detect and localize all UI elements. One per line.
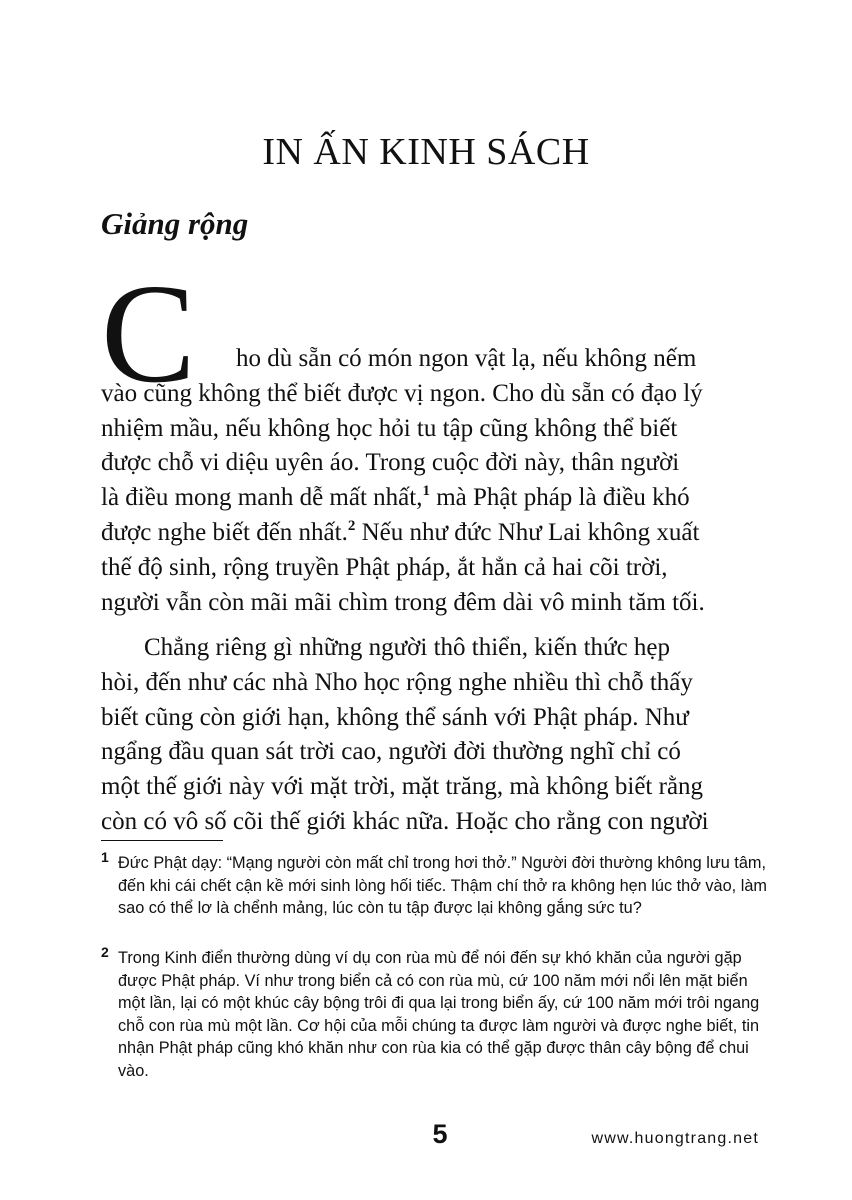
- paragraph-line-text: Nếu như đức Như Lai không xuất: [361, 518, 700, 546]
- paragraph-2: [101, 631, 769, 840]
- paragraph-1: [101, 342, 769, 620]
- website-url[interactable]: www.huongtrang.net: [591, 1130, 759, 1147]
- paragraph-line: biết cũng còn giới hạn, không thể sánh với Phật pháp. Như: [101, 703, 689, 731]
- paragraph-line: ngẩng đầu quan sát trời cao, người đời thường nghĩ chỉ có: [101, 738, 681, 766]
- footnote-number: 1: [101, 849, 109, 865]
- paragraph-line: hòi, đến như các nhà Nho học rộng nghe nhiều thì chỗ thấy: [101, 668, 693, 696]
- paragraph-line-text: được nghe biết đến nhất.: [101, 518, 348, 546]
- paragraph-line: nhiệm mầu, nếu không học hỏi tu tập cũng không thể biết: [101, 414, 678, 442]
- paragraph-line-text: mà Phật pháp là điều khó: [436, 484, 690, 512]
- footnote-text: Trong Kinh điển thường dùng ví dụ con rùa mù để nói đến sự khó khăn của người gặp được Phật pháp. Ví như trong biển cả có con rùa mù, cứ 100 năm mới nổi lên mặt biển một lần, lại có một khúc cây bộng trôi đi qua lại trong biển ấy, cứ 100 năm mới trôi ngang chỗ con rùa mù một lần. Cơ hội của mỗi chúng ta được làm người và được nghe biết, tin nhận Phật pháp cũng khó khăn như con rùa kia có thể gặp được thân cây bộng để chui vào.: [118, 949, 760, 1080]
- footnote-text: Đức Phật dạy: “Mạng người còn mất chỉ trong hơi thở.” Người đời thường không lưu tâm, đến khi cái chết cận kề mới sinh lòng hối tiếc. Thậm chí thở ra không hẹn lúc thở vào, làm sao có thể lơ là chểnh mảng, lúc còn tu tập được lại không gắng sức tu?: [118, 854, 767, 918]
- chapter-title: IN ẤN KINH SÁCH: [262, 131, 590, 173]
- paragraph-line: [101, 481, 769, 516]
- drop-cap: C: [101, 254, 196, 412]
- paragraph-line: còn có vô số cõi thế giới khác nữa. Hoặc cho rằng con người: [101, 807, 709, 835]
- paragraph-line: ho dù sẵn có món ngon vật lạ, nếu không nếm: [236, 345, 697, 372]
- footnote-ref-2[interactable]: 2: [347, 517, 356, 534]
- paragraph-line: vào cũng không thể biết được vị ngon. Cho dù sẵn có đạo lý: [101, 379, 703, 407]
- paragraph-line: người vẫn còn mãi mãi chìm trong đêm dài vô minh tăm tối.: [101, 588, 705, 616]
- section-heading: Giảng rộng: [101, 206, 249, 241]
- footnote-2: [101, 944, 769, 1083]
- footnote-1: [101, 849, 769, 920]
- footnote-ref-1[interactable]: 1: [422, 483, 430, 500]
- paragraph-line-text: là điều mong manh dễ mất nhất,: [101, 484, 423, 512]
- paragraph-line: [101, 516, 769, 551]
- footnote-number: 2: [101, 944, 109, 960]
- footnote-divider: [101, 840, 223, 841]
- paragraph-line: Chẳng riêng gì những người thô thiển, kiến thức hẹp: [144, 634, 671, 661]
- paragraph-line: thế độ sinh, rộng truyền Phật pháp, ắt hẳn cả hai cõi trời,: [101, 553, 668, 581]
- page-number: 5: [432, 1119, 448, 1149]
- paragraph-line: một thế giới này với mặt trời, mặt trăng, mà không biết rằng: [101, 773, 704, 801]
- paragraph-line: được chỗ vi diệu uyên áo. Trong cuộc đời này, thân người: [101, 449, 680, 477]
